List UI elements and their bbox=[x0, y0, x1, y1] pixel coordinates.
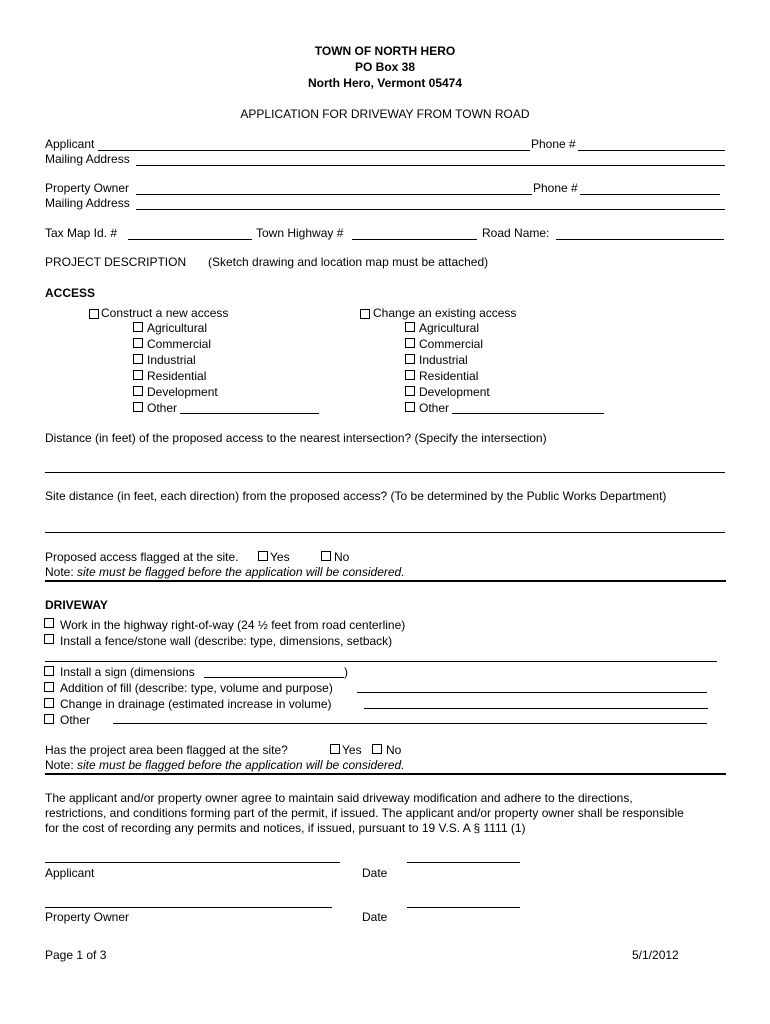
drainage-row-checkbox[interactable] bbox=[44, 698, 54, 708]
existing-industrial-checkbox[interactable] bbox=[405, 354, 415, 364]
applicant-date-label: Date bbox=[362, 866, 388, 880]
page-number: Page 1 of 3 bbox=[45, 948, 107, 962]
area-flagged-yes-checkbox[interactable] bbox=[330, 744, 340, 754]
section-divider bbox=[45, 773, 726, 775]
existing-agricultural-label: Agricultural bbox=[419, 321, 480, 335]
drainage-row-label: Change in drainage (estimated increase in volume) bbox=[60, 697, 332, 711]
owner-date-line[interactable] bbox=[407, 907, 520, 908]
fence-row-label: Install a fence/stone wall (describe: type, dimensions, setback) bbox=[60, 634, 393, 648]
new-industrial-label: Industrial bbox=[147, 353, 196, 367]
existing-development-label: Development bbox=[419, 385, 490, 399]
applicant-label: Applicant bbox=[45, 137, 95, 151]
existing-industrial-label: Industrial bbox=[419, 353, 468, 367]
existing-commercial-checkbox[interactable] bbox=[405, 338, 415, 348]
intersection-distance-question: Distance (in feet) of the proposed access to the nearest intersection? (Specify the intersection) bbox=[45, 431, 547, 445]
applicant-signature-label: Applicant bbox=[45, 866, 95, 880]
applicant-date-line[interactable] bbox=[407, 862, 520, 863]
applicant-phone-label: Phone # bbox=[531, 137, 576, 151]
owner-signature-line[interactable] bbox=[45, 907, 332, 908]
existing-access-label: Change an existing access bbox=[373, 306, 517, 320]
sign-dimensions-field[interactable] bbox=[204, 677, 344, 678]
area-flagged-note: Note: site must be flagged before the application will be considered. bbox=[45, 758, 405, 772]
new-development-checkbox[interactable] bbox=[133, 386, 143, 396]
fill-row-label: Addition of fill (describe: type, volume and purpose) bbox=[60, 681, 333, 695]
area-flagged-yes-label: Yes bbox=[342, 743, 362, 757]
fill-row-checkbox[interactable] bbox=[44, 682, 54, 692]
fence-row-checkbox[interactable] bbox=[44, 634, 54, 644]
driveway-heading: DRIVEWAY bbox=[45, 598, 108, 612]
other-description-field[interactable] bbox=[113, 723, 707, 724]
area-flagged-no-checkbox[interactable] bbox=[372, 744, 382, 754]
town-name: TOWN OF NORTH HERO bbox=[314, 44, 456, 58]
applicant-signature-line[interactable] bbox=[45, 862, 340, 863]
new-agricultural-checkbox[interactable] bbox=[133, 322, 143, 332]
applicant-phone-field[interactable] bbox=[578, 150, 725, 151]
area-flagged-question: Has the project area been flagged at the site? bbox=[45, 743, 288, 757]
town-highway-field[interactable] bbox=[352, 239, 477, 240]
other-row-label: Other bbox=[60, 713, 91, 727]
po-box: PO Box 38 bbox=[354, 60, 416, 74]
new-other-checkbox[interactable] bbox=[133, 402, 143, 412]
new-residential-checkbox[interactable] bbox=[133, 370, 143, 380]
other-row-checkbox[interactable] bbox=[44, 714, 54, 724]
owner-date-label: Date bbox=[362, 910, 388, 924]
sign-row-checkbox[interactable] bbox=[44, 666, 54, 676]
new-access-label: Construct a new access bbox=[101, 306, 229, 320]
existing-commercial-label: Commercial bbox=[419, 337, 484, 351]
existing-development-checkbox[interactable] bbox=[405, 386, 415, 396]
form-title: APPLICATION FOR DRIVEWAY FROM TOWN ROAD bbox=[240, 107, 530, 121]
access-flagged-no-label: No bbox=[334, 550, 350, 564]
access-flagged-yes-label: Yes bbox=[270, 550, 290, 564]
agreement-line-1: The applicant and/or property owner agree to maintain said driveway modification and adhere to the directions, bbox=[45, 791, 633, 805]
new-commercial-label: Commercial bbox=[147, 337, 212, 351]
new-other-label: Other bbox=[147, 401, 178, 415]
new-access-checkbox[interactable] bbox=[89, 309, 99, 319]
existing-agricultural-checkbox[interactable] bbox=[405, 322, 415, 332]
existing-other-field[interactable] bbox=[452, 413, 604, 414]
tax-map-label: Tax Map Id. # bbox=[45, 226, 118, 240]
new-other-field[interactable] bbox=[180, 413, 319, 414]
existing-other-checkbox[interactable] bbox=[405, 402, 415, 412]
work-row-label: Work in the highway right-of-way (24 ½ feet from road centerline) bbox=[60, 618, 406, 632]
access-flagged-yes-checkbox[interactable] bbox=[258, 551, 268, 561]
existing-residential-checkbox[interactable] bbox=[405, 370, 415, 380]
sign-row-label: Install a sign (dimensions bbox=[60, 665, 195, 679]
fence-description-field[interactable] bbox=[45, 661, 717, 662]
fill-description-field[interactable] bbox=[357, 692, 707, 693]
work-row-checkbox[interactable] bbox=[44, 618, 54, 628]
owner-mailing-field[interactable] bbox=[136, 209, 725, 210]
existing-other-label: Other bbox=[419, 401, 450, 415]
area-flagged-no-label: No bbox=[386, 743, 402, 757]
revision-date: 5/1/2012 bbox=[632, 948, 679, 962]
existing-residential-label: Residential bbox=[419, 369, 479, 383]
existing-access-checkbox[interactable] bbox=[360, 309, 370, 319]
applicant-field[interactable] bbox=[98, 150, 530, 151]
owner-label: Property Owner bbox=[45, 181, 130, 195]
access-flagged-note: Note: site must be flagged before the application will be considered. bbox=[45, 565, 405, 579]
new-development-label: Development bbox=[147, 385, 218, 399]
site-distance-field[interactable] bbox=[45, 532, 725, 533]
new-industrial-checkbox[interactable] bbox=[133, 354, 143, 364]
new-commercial-checkbox[interactable] bbox=[133, 338, 143, 348]
owner-signature-label: Property Owner bbox=[45, 910, 130, 924]
road-name-field[interactable] bbox=[556, 239, 724, 240]
access-heading: ACCESS bbox=[45, 286, 96, 300]
new-residential-label: Residential bbox=[147, 369, 207, 383]
project-description-note: (Sketch drawing and location map must be attached) bbox=[208, 255, 489, 269]
agreement-line-2: restrictions, and conditions forming part of the permit, if issued. The applicant and/or property owner shall be responsible bbox=[45, 806, 684, 820]
owner-phone-field[interactable] bbox=[580, 194, 720, 195]
applicant-mailing-label: Mailing Address bbox=[45, 152, 130, 166]
drainage-description-field[interactable] bbox=[364, 708, 708, 709]
access-flagged-question: Proposed access flagged at the site. bbox=[45, 550, 239, 564]
owner-mailing-label: Mailing Address bbox=[45, 196, 130, 210]
road-name-label: Road Name: bbox=[482, 226, 550, 240]
owner-phone-label: Phone # bbox=[533, 181, 578, 195]
new-agricultural-label: Agricultural bbox=[147, 321, 208, 335]
section-divider bbox=[45, 580, 726, 582]
tax-map-field[interactable] bbox=[128, 239, 252, 240]
access-flagged-no-checkbox[interactable] bbox=[321, 551, 331, 561]
town-highway-label: Town Highway # bbox=[256, 226, 344, 240]
agreement-line-3: for the cost of recording any permits and notices, if issued, pursuant to 19 V.S. A § 1111 (1) bbox=[45, 821, 526, 835]
site-distance-question: Site distance (in feet, each direction) from the proposed access? (To be determined by the Public Works Department) bbox=[45, 489, 667, 503]
applicant-mailing-field[interactable] bbox=[136, 165, 725, 166]
sign-row-close: ) bbox=[344, 665, 348, 679]
town-address: North Hero, Vermont 05474 bbox=[307, 76, 463, 90]
owner-field[interactable] bbox=[136, 194, 532, 195]
project-description-label: PROJECT DESCRIPTION bbox=[45, 255, 187, 269]
intersection-distance-field[interactable] bbox=[45, 472, 725, 473]
